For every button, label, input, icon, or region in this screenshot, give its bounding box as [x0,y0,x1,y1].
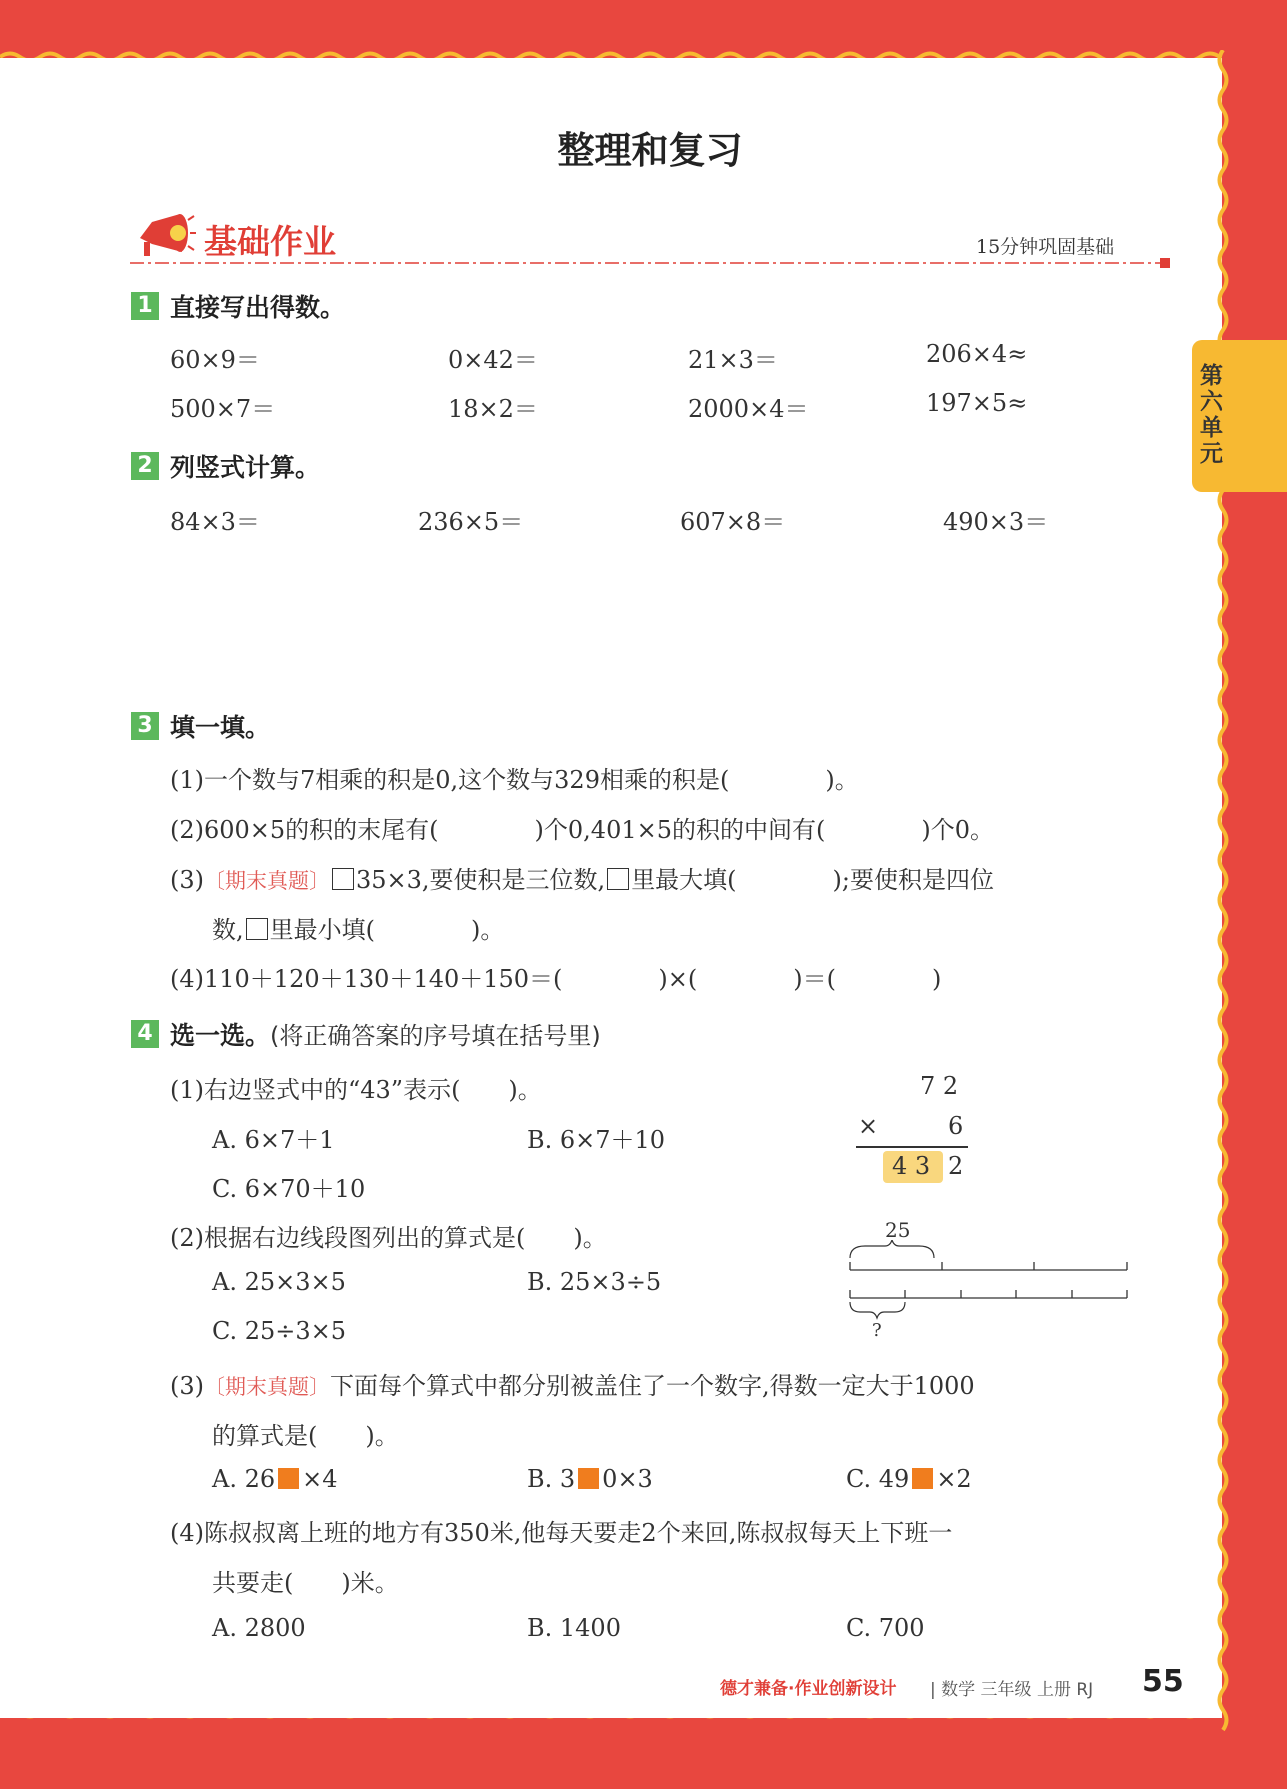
q1-heading: 直接写出得数。 [170,293,346,322]
q4-part-1: (1)右边竖式中的“43”表示( )。 [170,1076,542,1104]
right-wave-border [1216,50,1230,1740]
q4-3-index: (3) [170,1372,204,1400]
option-text: ×4 [302,1465,338,1493]
q4-heading-note: (将正确答案的序号填在括号里) [270,1022,601,1050]
q1-item: 18×2＝ [448,395,538,423]
q3-3-index: (3) [170,866,204,894]
q1-item: 21×3＝ [688,346,778,374]
question-number-1: 1 [131,292,159,320]
question-number-3: 3 [131,712,159,740]
q3-line-2: (2)600×5的积的末尾有( )个0,401×5的积的中间有( )个0。 [170,816,994,844]
q4-heading [170,1016,601,1052]
q4-1-option-a: A. 6×7＋1 [212,1126,335,1154]
q1-item: 197×5≈ [926,389,1028,417]
q4-4-text-cont: 共要走( )米。 [212,1569,399,1597]
blank-box [246,918,268,940]
option-text: B. 3 [527,1465,576,1493]
segment-bottom-label: ? [872,1320,882,1341]
q3-3-text: 里最大填( );要使积是四位 [631,866,994,894]
q4-3-text-cont: 的算式是( )。 [212,1422,399,1450]
segment-diagram [845,1240,1130,1320]
q4-4-option-a: A. 2800 [212,1614,306,1642]
vertical-line [856,1146,968,1148]
blank-box [332,868,354,890]
q4-3-option-a [212,1465,338,1493]
section-divider [130,256,1172,270]
q3-line-3-cont [212,910,504,945]
q1-item: 0×42＝ [448,346,538,374]
unit-side-tab-label: 第六单元 [1200,363,1223,467]
q2-heading: 列竖式计算。 [170,453,321,482]
q1-item: 2000×4＝ [688,395,809,423]
covered-digit [578,1468,599,1489]
segment-top-label: 25 [885,1218,911,1242]
q2-item: 84×3＝ [170,508,260,536]
q3-line-4: (4)110＋120＋130＋140＋150＝( )×( )＝( ) [170,965,942,993]
question-number-4: 4 [131,1020,159,1048]
option-text: 0×3 [602,1465,653,1493]
blank-box [607,868,629,890]
footer-info: | 数学 三年级 上册 RJ [930,1680,1094,1700]
option-text: C. 49 [846,1465,910,1493]
vertical-multiply-sign: × [858,1112,879,1140]
q4-2-option-b: B. 25×3÷5 [527,1268,662,1296]
q4-part-3 [170,1366,975,1401]
q4-1-option-c: C. 6×70＋10 [212,1175,366,1203]
page-title: 整理和复习 [557,129,743,172]
q3-line-1: (1)一个数与7相乘的积是0,这个数与329相乘的积是( )。 [170,766,859,794]
q1-item: 60×9＝ [170,346,260,374]
exam-tag: 〔期末真题〕 [204,869,330,893]
q2-item: 490×3＝ [943,508,1049,536]
option-text: ×2 [936,1465,972,1493]
q4-3-text: 下面每个算式中都分别被盖住了一个数字,得数一定大于1000 [330,1372,975,1400]
footer-brand: 德才兼备·作业创新设计 [720,1679,897,1699]
q3-3-text: 数, [212,916,244,944]
q4-2-option-c: C. 25÷3×5 [212,1317,347,1345]
horn-icon [130,208,196,258]
q4-4-option-c: C. 700 [846,1614,925,1642]
section-title: 基础作业 [204,222,336,261]
vertical-result-rest: 2 [948,1152,964,1180]
q4-1-option-b: B. 6×7＋10 [527,1126,666,1154]
vertical-multiplier: 6 [948,1112,964,1140]
covered-digit [278,1468,299,1489]
q3-3-text: 35×3,要使积是三位数, [356,866,606,894]
q4-4-option-b: B. 1400 [527,1614,621,1642]
q3-3-text: 里最小填( )。 [269,916,505,944]
section-note: 15分钟巩固基础 [976,236,1115,258]
q3-heading: 填一填。 [170,713,271,742]
q3-line-3 [170,860,994,895]
q4-heading-text: 选一选。 [170,1021,271,1050]
q2-item: 236×5＝ [418,508,524,536]
exam-tag: 〔期末真题〕 [204,1375,330,1399]
q4-3-option-b [527,1465,653,1493]
vertical-result-highlight: 4 3 [892,1152,931,1180]
q1-item: 500×7＝ [170,395,276,423]
q4-2-option-a: A. 25×3×5 [212,1268,346,1296]
covered-digit [912,1468,933,1489]
page-number: 55 [1142,1664,1184,1699]
q1-item: 206×4≈ [926,340,1028,368]
option-text: A. 26 [212,1465,276,1493]
question-number-2: 2 [131,452,159,480]
q4-3-option-c [846,1465,972,1493]
vertical-top-number: 7 2 [920,1072,959,1100]
q2-item: 607×8＝ [680,508,786,536]
q4-part-4: (4)陈叔叔离上班的地方有350米,他每天要走2个来回,陈叔叔每天上下班一 [170,1519,953,1547]
q4-part-2: (2)根据右边线段图列出的算式是( )。 [170,1224,607,1252]
